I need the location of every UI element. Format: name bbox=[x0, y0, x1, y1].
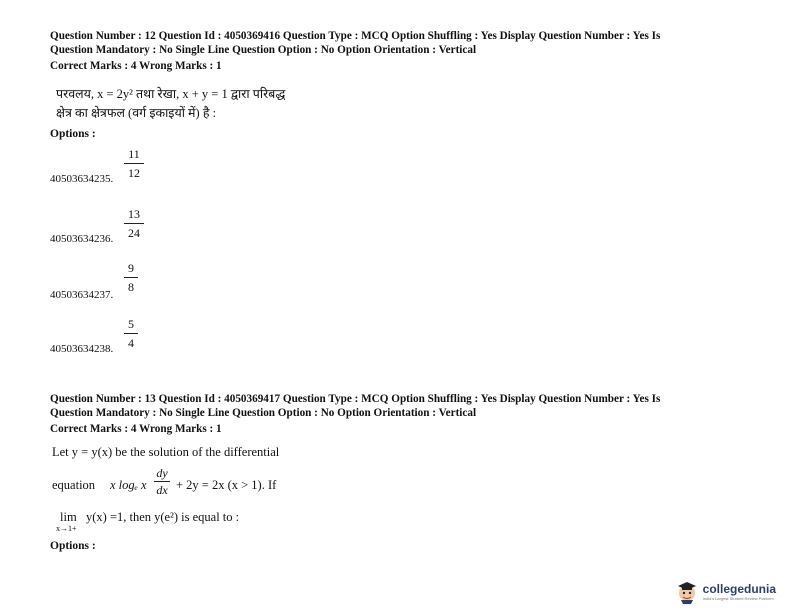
q12-option-4-id[interactable]: 40503634238. bbox=[50, 343, 114, 355]
q12-option-2-denominator: 24 bbox=[128, 226, 140, 240]
q12-option-2-numerator: 13 bbox=[128, 207, 140, 221]
fraction-bar bbox=[124, 223, 144, 224]
q13-eq-denominator: dx bbox=[156, 483, 168, 497]
q13-lim-word: lim bbox=[60, 510, 77, 524]
fraction-bar bbox=[124, 333, 138, 334]
fraction-bar bbox=[124, 163, 144, 164]
q12-option-4-numerator: 5 bbox=[128, 317, 134, 331]
q12-option-4-fraction bbox=[124, 318, 138, 349]
q12-option-2-fraction bbox=[124, 208, 144, 239]
q12-option-3-numerator: 9 bbox=[128, 261, 134, 275]
fraction-bar bbox=[124, 277, 138, 278]
q12-options-label: Options : bbox=[50, 128, 96, 140]
q12-option-4-denominator: 4 bbox=[128, 336, 134, 350]
q12-text-line2: क्षेत्र का क्षेत्रफल (वर्ग इकाइयों में) है : bbox=[56, 106, 217, 120]
q12-text-line1: परवलय, x = 2y² तथा रेखा, x + y = 1 द्वारा परिबद्ध bbox=[56, 87, 286, 101]
q12-option-1-fraction bbox=[124, 148, 144, 179]
q13-meta-line2: Question Mandatory : No Single Line Question Option : No Option Orientation : Vertical bbox=[50, 407, 477, 419]
q12-option-1-denominator: 12 bbox=[128, 166, 140, 180]
q12-option-3-id[interactable]: 40503634237. bbox=[50, 289, 114, 301]
logo-tagline: India's Largest Student Review Platform bbox=[702, 595, 774, 601]
q13-marks: Correct Marks : 4 Wrong Marks : 1 bbox=[50, 423, 222, 435]
q12-meta-line2: Question Mandatory : No Single Line Question Option : No Option Orientation : Vertical bbox=[50, 44, 477, 56]
q12-option-1-numerator: 11 bbox=[128, 147, 140, 161]
q12-meta-line1: Question Number : 12 Question Id : 4050369416 Question Type : MCQ Option Shuffling : Yes Display Question Number : Yes Is bbox=[50, 30, 661, 42]
q12-option-1-id[interactable]: 40503634235. bbox=[50, 173, 114, 185]
q13-eq-word: equation bbox=[52, 478, 96, 492]
q13-options-label: Options : bbox=[50, 540, 96, 552]
logo-name: collegedunia bbox=[702, 581, 776, 596]
q12-option-2-id[interactable]: 40503634236. bbox=[50, 233, 114, 245]
q12-option-3-denominator: 8 bbox=[128, 280, 134, 294]
q13-derivative-fraction bbox=[154, 467, 170, 496]
collegedunia-logo[interactable] bbox=[674, 578, 776, 604]
q13-line1: Let y = y(x) be the solution of the differential bbox=[52, 445, 280, 459]
q13-eq-numerator: dy bbox=[156, 466, 168, 480]
q12-marks: Correct Marks : 4 Wrong Marks : 1 bbox=[50, 60, 222, 72]
q13-lim-rest: y(x) =1, then y(e²) is equal to : bbox=[86, 510, 240, 524]
q12-option-3-fraction bbox=[124, 262, 138, 293]
q13-meta-line1: Question Number : 13 Question Id : 4050369417 Question Type : MCQ Option Shuffling : Yes Display Question Number : Yes Is bbox=[50, 393, 661, 405]
graduate-mascot-icon bbox=[674, 578, 700, 604]
fraction-bar bbox=[154, 481, 170, 482]
q13-lim-subscript: x→1+ bbox=[56, 524, 77, 533]
q13-eq-rhs: + 2y = 2x (x > 1). If bbox=[176, 478, 277, 492]
q13-eq-lhs: x logₑ x bbox=[110, 478, 147, 492]
